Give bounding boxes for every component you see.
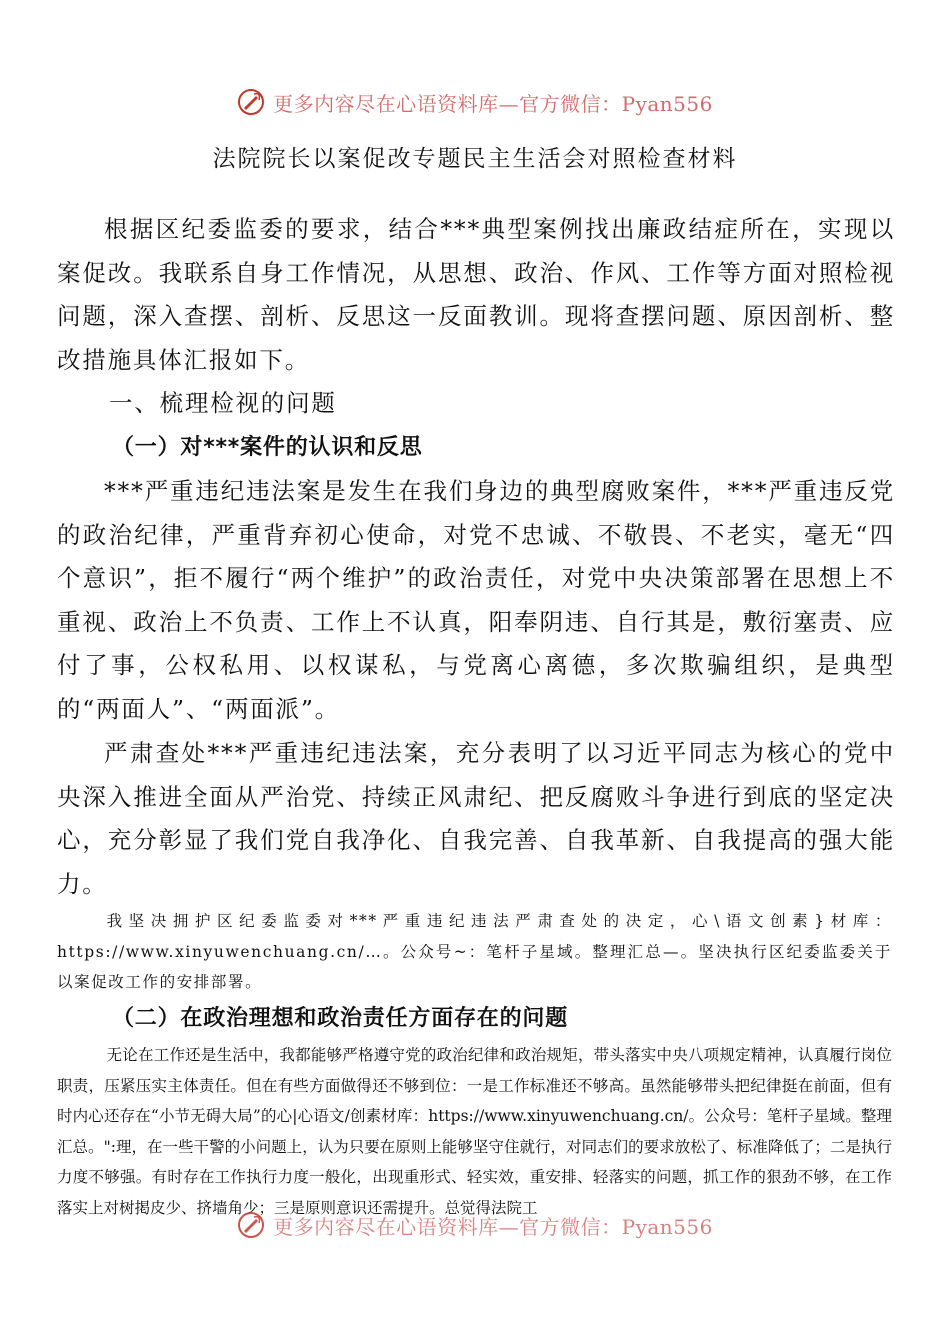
subsection-1-paragraph-2: 严肃查处***严重违纪违法案，充分表明了以习近平同志为核心的党中央深入推进全面从严治党、持续正风肃纪、把反腐败斗争进行到底的坚定决心，充分彰显了我们党自我净化、自我完善、自我革新、自我提高的强大能力。 — [57, 739, 895, 898]
quill-logo-icon — [237, 1211, 265, 1239]
subsection-1-paragraph-1: ***严重违纪违法案是发生在我们身边的典型腐败案件，***严重违反党的政治纪律，严重背弃初心使命，对党不忠诚、不敬畏、不老实，毫无“四个意识”，拒不履行“两个维护”的政治责任，对党中央决策部署在思想上不重视、政治上不负责、工作上不认真，阳奉阴违、自行其是，敷衍塞责、应付了事，公权私用、以权谋私，与党离心离德，多次欺骗组织，是典型的“两面人”、“两面派”。 — [57, 477, 895, 723]
header-watermark-banner — [0, 82, 950, 122]
intro-paragraph: 根据区纪委监委的要求，结合***典型案例找出廉政结症所在，实现以案促改。我联系自身工作情况，从思想、政治、作风、工作等方面对照检视问题，深入查摆、剖析、反思这一反面教训。现将查摆问题、原因剖析、整改措施具体汇报如下。 — [57, 215, 895, 374]
subsection-heading-2: （二）在政治理想和政治责任方面存在的问题 — [112, 1006, 569, 1031]
subsection-2-paragraph-1: 无论在工作还是生活中，我都能够严格遵守党的政治纪律和政治规矩，带头落实中央八项规定精神，认真履行岗位职责，压紧压实主体责任。但在有些方面做得还不够到位：一是工作标准还不够高。虽然能够带头把纪律挺在前面，但有时内心还存在“小节无碍大局”的心|心语文/创素材库：https://www.xinyuwenchuang.cn/。公众号：笔杆子星域。整理汇总。":理，在一些干警的小问题上，认为只要在原则上能够坚守住就行，对同志们的要求放松了、标准降低了；二是执行力度不够强。有时存在工作执行力度一般化，出现重形式、轻实效，重安排、轻落实的问题，抓工作的狠劲不够，在工作落实上对树掲皮少、挤墙角少；三是原则意识还需提升。总觉得法院工 — [57, 1046, 892, 1217]
footer-watermark-banner — [0, 1201, 950, 1241]
document-title: 法院院长以案促改专题民主生活会对照检查材料 — [212, 146, 738, 172]
banner-text: 更多内容尽在心语资料库—官方微信：Pyan556 — [273, 1214, 713, 1239]
subsection-1-paragraph-3: 我坚决拥护区纪委监委对***严重违纪违法严肃查处的决定，心\语文创素}材库：https://www.xinyuwenchuang.cn/…。公众号~：笔杆子星域。整理汇总—。坚决执行区纪委监委关于以案促改工作的安排部署。 — [57, 912, 892, 991]
quill-logo-icon — [237, 88, 265, 116]
section-heading: 一、梳理检视的问题 — [109, 389, 337, 417]
banner-text: 更多内容尽在心语资料库—官方微信：Pyan556 — [273, 91, 713, 116]
subsection-heading-1: （一）对***案件的认识和反思 — [112, 435, 423, 460]
